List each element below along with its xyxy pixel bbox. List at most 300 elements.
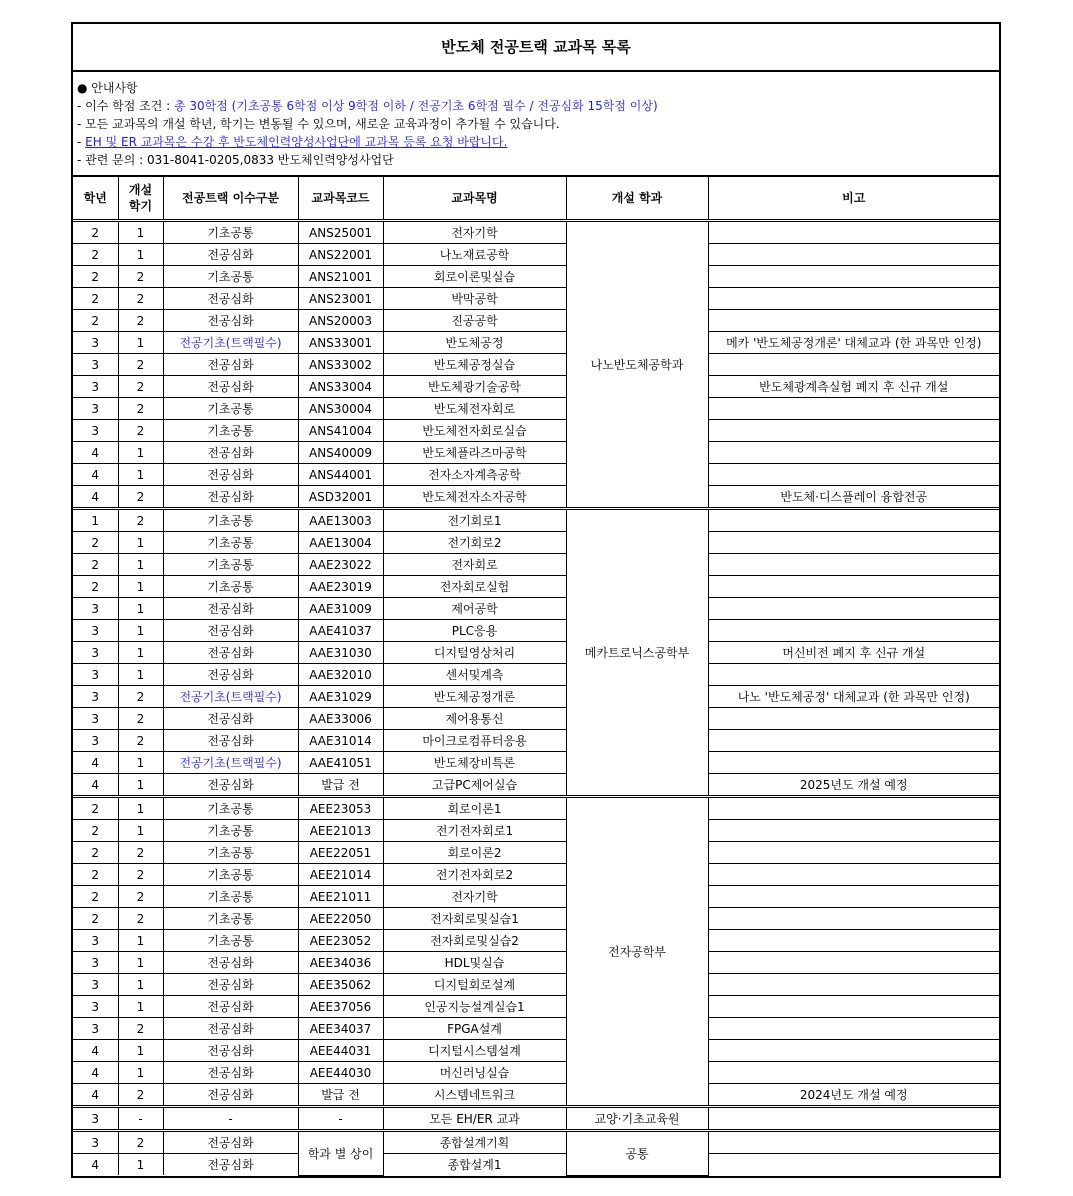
table-row bbox=[73, 952, 999, 974]
cell-year: 3 bbox=[73, 930, 118, 952]
cell-category: 기초공통 bbox=[163, 886, 298, 908]
cell-semester: 2 bbox=[118, 486, 163, 509]
cell-note bbox=[708, 598, 999, 620]
cell-year: 3 bbox=[73, 420, 118, 442]
cell-category: 기초공통 bbox=[163, 864, 298, 886]
cell-note bbox=[708, 842, 999, 864]
cell-category: 전공기초(트랙필수) bbox=[163, 686, 298, 708]
cell-course-name: 전자회로및실습2 bbox=[383, 930, 566, 952]
cell-note: 2025년도 개설 예정 bbox=[708, 774, 999, 797]
cell-code: 학과 별 상이 bbox=[298, 1131, 383, 1176]
cell-category: 전공심화 bbox=[163, 598, 298, 620]
table-header-row bbox=[73, 177, 999, 221]
cell-semester: 2 bbox=[118, 376, 163, 398]
cell-course-name: 센서및계측 bbox=[383, 664, 566, 686]
cell-year: 2 bbox=[73, 886, 118, 908]
cell-category: 기초공통 bbox=[163, 509, 298, 532]
cell-semester: - bbox=[118, 1107, 163, 1131]
cell-course-name: 회로이론1 bbox=[383, 797, 566, 820]
table-row bbox=[73, 1154, 999, 1176]
cell-year: 2 bbox=[73, 266, 118, 288]
cell-code: ANS25001 bbox=[298, 221, 383, 244]
table-row bbox=[73, 376, 999, 398]
cell-code: ANS33004 bbox=[298, 376, 383, 398]
cell-course-name: 반도체광기술공학 bbox=[383, 376, 566, 398]
notice-change-warning: - 모든 교과목의 개설 학년, 학기는 변동될 수 있으며, 새로운 교육과정이 추가될 수 있습니다. bbox=[77, 117, 560, 131]
cell-year: 2 bbox=[73, 310, 118, 332]
cell-note bbox=[708, 1040, 999, 1062]
cell-course-name: 전자소자계측공학 bbox=[383, 464, 566, 486]
cell-note bbox=[708, 266, 999, 288]
cell-semester: 2 bbox=[118, 288, 163, 310]
cell-semester: 1 bbox=[118, 332, 163, 354]
table-row bbox=[73, 797, 999, 820]
cell-year: 2 bbox=[73, 221, 118, 244]
cell-semester: 1 bbox=[118, 244, 163, 266]
cell-code: AEE21014 bbox=[298, 864, 383, 886]
cell-note bbox=[708, 620, 999, 642]
cell-course-name: HDL및실습 bbox=[383, 952, 566, 974]
cell-note bbox=[708, 509, 999, 532]
cell-code: AEE44031 bbox=[298, 1040, 383, 1062]
header-semester: 개설 학기 bbox=[118, 177, 163, 221]
cell-code: AEE44030 bbox=[298, 1062, 383, 1084]
cell-semester: 2 bbox=[118, 420, 163, 442]
page-title: 반도체 전공트랙 교과목 목록 bbox=[73, 24, 999, 72]
cell-category: 전공심화 bbox=[163, 486, 298, 509]
cell-category: - bbox=[163, 1107, 298, 1131]
cell-course-name: 제어공학 bbox=[383, 598, 566, 620]
table-row bbox=[73, 1062, 999, 1084]
cell-semester: 1 bbox=[118, 598, 163, 620]
cell-year: 3 bbox=[73, 708, 118, 730]
cell-note bbox=[708, 752, 999, 774]
cell-semester: 1 bbox=[118, 952, 163, 974]
cell-dept: 메카트로닉스공학부 bbox=[566, 509, 708, 797]
table-row bbox=[73, 820, 999, 842]
cell-course-name: 전기회로2 bbox=[383, 532, 566, 554]
cell-code: AEE23052 bbox=[298, 930, 383, 952]
cell-year: 4 bbox=[73, 486, 118, 509]
cell-semester: 1 bbox=[118, 620, 163, 642]
cell-year: 2 bbox=[73, 244, 118, 266]
cell-category: 전공심화 bbox=[163, 1154, 298, 1176]
cell-category: 전공심화 bbox=[163, 730, 298, 752]
table-row bbox=[73, 864, 999, 886]
cell-code: ANS30004 bbox=[298, 398, 383, 420]
cell-semester: 2 bbox=[118, 842, 163, 864]
cell-dept: 전자공학부 bbox=[566, 797, 708, 1107]
cell-course-name: 종합설계기획 bbox=[383, 1131, 566, 1154]
cell-course-name: 나노재료공학 bbox=[383, 244, 566, 266]
cell-note bbox=[708, 464, 999, 486]
cell-course-name: 디지털시스템설계 bbox=[383, 1040, 566, 1062]
cell-code: AAE31030 bbox=[298, 642, 383, 664]
cell-course-name: 반도체전자소자공학 bbox=[383, 486, 566, 509]
cell-course-name: 전자회로및실습1 bbox=[383, 908, 566, 930]
cell-semester: 2 bbox=[118, 886, 163, 908]
cell-year: 2 bbox=[73, 908, 118, 930]
cell-code: AEE23053 bbox=[298, 797, 383, 820]
cell-code: ANS23001 bbox=[298, 288, 383, 310]
table-row bbox=[73, 1084, 999, 1107]
table-row bbox=[73, 576, 999, 598]
cell-category: 전공심화 bbox=[163, 310, 298, 332]
table-row bbox=[73, 730, 999, 752]
cell-note bbox=[708, 930, 999, 952]
cell-dept: 나노반도체공학과 bbox=[566, 221, 708, 509]
cell-note bbox=[708, 1018, 999, 1040]
cell-code: AEE34036 bbox=[298, 952, 383, 974]
cell-year: 3 bbox=[73, 996, 118, 1018]
cell-note bbox=[708, 820, 999, 842]
cell-course-name: 전기전자회로2 bbox=[383, 864, 566, 886]
cell-code: AAE41051 bbox=[298, 752, 383, 774]
cell-semester: 1 bbox=[118, 974, 163, 996]
cell-note bbox=[708, 442, 999, 464]
cell-semester: 1 bbox=[118, 820, 163, 842]
cell-code: AEE22050 bbox=[298, 908, 383, 930]
cell-category: 기초공통 bbox=[163, 842, 298, 864]
table-row bbox=[73, 354, 999, 376]
cell-note bbox=[708, 398, 999, 420]
cell-course-name: 디지털영상처리 bbox=[383, 642, 566, 664]
cell-category: 전공심화 bbox=[163, 288, 298, 310]
cell-code: AEE34037 bbox=[298, 1018, 383, 1040]
cell-category: 전공심화 bbox=[163, 442, 298, 464]
cell-note bbox=[708, 730, 999, 752]
table-row bbox=[73, 1131, 999, 1154]
cell-year: 3 bbox=[73, 354, 118, 376]
cell-category: 전공심화 bbox=[163, 1040, 298, 1062]
cell-year: 3 bbox=[73, 1131, 118, 1154]
cell-course-name: 전자기학 bbox=[383, 886, 566, 908]
cell-course-name: 회로이론2 bbox=[383, 842, 566, 864]
cell-course-name: 진공공학 bbox=[383, 310, 566, 332]
cell-year: 3 bbox=[73, 686, 118, 708]
cell-code: ANS33001 bbox=[298, 332, 383, 354]
cell-semester: 2 bbox=[118, 708, 163, 730]
cell-semester: 1 bbox=[118, 1154, 163, 1176]
cell-year: 4 bbox=[73, 442, 118, 464]
header-dept: 개설 학과 bbox=[566, 177, 708, 221]
cell-course-name: 모든 EH/ER 교과 bbox=[383, 1107, 566, 1131]
cell-category: 전공심화 bbox=[163, 1131, 298, 1154]
cell-course-name: 반도체전자회로실습 bbox=[383, 420, 566, 442]
cell-course-name: 마이크로컴퓨터응용 bbox=[383, 730, 566, 752]
table-row bbox=[73, 1018, 999, 1040]
cell-course-name: 전자회로 bbox=[383, 554, 566, 576]
cell-year: 3 bbox=[73, 1018, 118, 1040]
cell-code: AEE21013 bbox=[298, 820, 383, 842]
cell-year: 2 bbox=[73, 820, 118, 842]
cell-code: 발급 전 bbox=[298, 1084, 383, 1107]
cell-course-name: 인공지능설계실습1 bbox=[383, 996, 566, 1018]
cell-category: 기초공통 bbox=[163, 420, 298, 442]
table-row bbox=[73, 310, 999, 332]
cell-semester: 1 bbox=[118, 532, 163, 554]
cell-note: 2024년도 개설 예정 bbox=[708, 1084, 999, 1107]
cell-category: 전공심화 bbox=[163, 774, 298, 797]
cell-note bbox=[708, 886, 999, 908]
cell-semester: 1 bbox=[118, 664, 163, 686]
cell-year: 3 bbox=[73, 974, 118, 996]
cell-course-name: FPGA설계 bbox=[383, 1018, 566, 1040]
cell-category: 전공심화 bbox=[163, 620, 298, 642]
cell-category: 전공심화 bbox=[163, 974, 298, 996]
cell-category: 전공심화 bbox=[163, 642, 298, 664]
table-row bbox=[73, 442, 999, 464]
cell-category: 기초공통 bbox=[163, 908, 298, 930]
cell-code: ANS33002 bbox=[298, 354, 383, 376]
cell-code: ANS21001 bbox=[298, 266, 383, 288]
cell-category: 기초공통 bbox=[163, 930, 298, 952]
notice-registration: - EH 및 ER 교과목은 수강 후 반도체인력양성사업단에 교과목 등록 요청 바랍니다. bbox=[77, 135, 508, 149]
cell-code: AAE31014 bbox=[298, 730, 383, 752]
cell-note bbox=[708, 996, 999, 1018]
table-row bbox=[73, 1040, 999, 1062]
cell-semester: 2 bbox=[118, 1131, 163, 1154]
cell-code: ANS41004 bbox=[298, 420, 383, 442]
cell-year: 4 bbox=[73, 1084, 118, 1107]
cell-note bbox=[708, 354, 999, 376]
cell-year: 3 bbox=[73, 398, 118, 420]
cell-semester: 1 bbox=[118, 1040, 163, 1062]
cell-course-name: 박막공학 bbox=[383, 288, 566, 310]
cell-code: AAE13004 bbox=[298, 532, 383, 554]
table-row bbox=[73, 332, 999, 354]
cell-year: 4 bbox=[73, 1040, 118, 1062]
cell-semester: 1 bbox=[118, 554, 163, 576]
cell-semester: 1 bbox=[118, 797, 163, 820]
cell-semester: 1 bbox=[118, 576, 163, 598]
cell-note bbox=[708, 1154, 999, 1176]
cell-semester: 2 bbox=[118, 1084, 163, 1107]
cell-category: 전공심화 bbox=[163, 664, 298, 686]
cell-year: 4 bbox=[73, 752, 118, 774]
cell-dept: 교양·기초교육원 bbox=[566, 1107, 708, 1131]
cell-semester: 2 bbox=[118, 1018, 163, 1040]
cell-semester: 1 bbox=[118, 752, 163, 774]
cell-year: 1 bbox=[73, 509, 118, 532]
cell-category: 전공기초(트랙필수) bbox=[163, 332, 298, 354]
cell-semester: 2 bbox=[118, 354, 163, 376]
cell-category: 기초공통 bbox=[163, 820, 298, 842]
cell-code: ASD32001 bbox=[298, 486, 383, 509]
cell-year: 3 bbox=[73, 952, 118, 974]
header-code: 교과목코드 bbox=[298, 177, 383, 221]
table-row bbox=[73, 686, 999, 708]
cell-semester: 1 bbox=[118, 930, 163, 952]
cell-note bbox=[708, 952, 999, 974]
cell-semester: 2 bbox=[118, 730, 163, 752]
cell-semester: 2 bbox=[118, 864, 163, 886]
table-row bbox=[73, 842, 999, 864]
cell-year: 4 bbox=[73, 464, 118, 486]
cell-category: 기초공통 bbox=[163, 398, 298, 420]
table-row bbox=[73, 752, 999, 774]
registration-link[interactable]: EH 및 ER 교과목은 수강 후 반도체인력양성사업단에 교과목 등록 요청 바랍니다. bbox=[85, 135, 508, 149]
header-note: 비고 bbox=[708, 177, 999, 221]
cell-course-name: 반도체공정개론 bbox=[383, 686, 566, 708]
cell-semester: 1 bbox=[118, 996, 163, 1018]
table-row bbox=[73, 221, 999, 244]
cell-semester: 1 bbox=[118, 642, 163, 664]
cell-year: 3 bbox=[73, 332, 118, 354]
course-list-document bbox=[71, 22, 1001, 1178]
cell-course-name: PLC응용 bbox=[383, 620, 566, 642]
cell-code: ANS22001 bbox=[298, 244, 383, 266]
cell-category: 전공심화 bbox=[163, 354, 298, 376]
cell-course-name: 시스템네트워크 bbox=[383, 1084, 566, 1107]
cell-year: 3 bbox=[73, 642, 118, 664]
cell-note bbox=[708, 576, 999, 598]
cell-category: 전공심화 bbox=[163, 464, 298, 486]
cell-course-name: 반도체공정 bbox=[383, 332, 566, 354]
table-row bbox=[73, 244, 999, 266]
table-row bbox=[73, 288, 999, 310]
table-row bbox=[73, 620, 999, 642]
cell-code: AAE32010 bbox=[298, 664, 383, 686]
cell-category: 기초공통 bbox=[163, 266, 298, 288]
table-row bbox=[73, 642, 999, 664]
cell-note bbox=[708, 554, 999, 576]
cell-course-name: 고급PC제어실습 bbox=[383, 774, 566, 797]
cell-course-name: 머신러닝실습 bbox=[383, 1062, 566, 1084]
cell-semester: 2 bbox=[118, 398, 163, 420]
cell-semester: 1 bbox=[118, 1062, 163, 1084]
cell-course-name: 디지털회로설계 bbox=[383, 974, 566, 996]
cell-semester: 2 bbox=[118, 509, 163, 532]
cell-code: ANS44001 bbox=[298, 464, 383, 486]
table-row bbox=[73, 908, 999, 930]
cell-code: AEE22051 bbox=[298, 842, 383, 864]
cell-note: 반도체·디스플레이 융합전공 bbox=[708, 486, 999, 509]
cell-category: 기초공통 bbox=[163, 797, 298, 820]
cell-semester: 2 bbox=[118, 266, 163, 288]
cell-note bbox=[708, 974, 999, 996]
cell-category: 전공심화 bbox=[163, 708, 298, 730]
cell-code: ANS20003 bbox=[298, 310, 383, 332]
cell-year: 4 bbox=[73, 774, 118, 797]
table-row bbox=[73, 398, 999, 420]
cell-code: ANS40009 bbox=[298, 442, 383, 464]
cell-year: 2 bbox=[73, 554, 118, 576]
cell-code: AAE41037 bbox=[298, 620, 383, 642]
table-row bbox=[73, 886, 999, 908]
cell-note bbox=[708, 221, 999, 244]
cell-note: 메카 '반도체공정개론' 대체교과 (한 과목만 인정) bbox=[708, 332, 999, 354]
cell-course-name: 전기회로1 bbox=[383, 509, 566, 532]
table-row bbox=[73, 774, 999, 797]
notice-contact: - 관련 문의 : 031-8041-0205,0833 반도체인력양성사업단 bbox=[77, 153, 394, 167]
cell-course-name: 회로이론및실습 bbox=[383, 266, 566, 288]
cell-code: AAE23022 bbox=[298, 554, 383, 576]
cell-note bbox=[708, 797, 999, 820]
cell-note bbox=[708, 532, 999, 554]
cell-course-name: 제어용통신 bbox=[383, 708, 566, 730]
header-year: 학년 bbox=[73, 177, 118, 221]
cell-year: 3 bbox=[73, 730, 118, 752]
cell-course-name: 반도체장비특론 bbox=[383, 752, 566, 774]
cell-year: 2 bbox=[73, 864, 118, 886]
table-row bbox=[73, 266, 999, 288]
cell-course-name: 반도체플라즈마공학 bbox=[383, 442, 566, 464]
cell-semester: 1 bbox=[118, 774, 163, 797]
table-row bbox=[73, 974, 999, 996]
credit-condition-text: 총 30학점 (기초공통 6학점 이상 9학점 이하 / 전공기초 6학점 필수 / 전공심화 15학점 이상) bbox=[174, 99, 658, 113]
cell-year: 2 bbox=[73, 288, 118, 310]
cell-note bbox=[708, 1107, 999, 1131]
cell-category: 전공심화 bbox=[163, 1084, 298, 1107]
cell-category: 전공심화 bbox=[163, 996, 298, 1018]
cell-course-name: 전기전자회로1 bbox=[383, 820, 566, 842]
cell-code: AEE37056 bbox=[298, 996, 383, 1018]
table-row bbox=[73, 708, 999, 730]
cell-year: 3 bbox=[73, 620, 118, 642]
cell-note bbox=[708, 1062, 999, 1084]
cell-semester: 2 bbox=[118, 686, 163, 708]
cell-category: 기초공통 bbox=[163, 532, 298, 554]
cell-course-name: 전자회로실험 bbox=[383, 576, 566, 598]
cell-code: AAE13003 bbox=[298, 509, 383, 532]
cell-note bbox=[708, 908, 999, 930]
cell-category: 전공심화 bbox=[163, 952, 298, 974]
cell-note: 머신비전 폐지 후 신규 개설 bbox=[708, 642, 999, 664]
cell-category: 전공심화 bbox=[163, 376, 298, 398]
cell-note: 반도체광계측실험 폐지 후 신규 개설 bbox=[708, 376, 999, 398]
cell-note bbox=[708, 1131, 999, 1154]
table-row bbox=[73, 930, 999, 952]
cell-year: 4 bbox=[73, 1062, 118, 1084]
table-body bbox=[73, 221, 999, 1176]
table-row bbox=[73, 996, 999, 1018]
cell-category: 기초공통 bbox=[163, 221, 298, 244]
cell-code: AEE35062 bbox=[298, 974, 383, 996]
cell-category: 전공기초(트랙필수) bbox=[163, 752, 298, 774]
cell-code: AAE33006 bbox=[298, 708, 383, 730]
cell-semester: 2 bbox=[118, 908, 163, 930]
table-row bbox=[73, 420, 999, 442]
table-row bbox=[73, 486, 999, 509]
cell-course-name: 반도체전자회로 bbox=[383, 398, 566, 420]
cell-dept: 공통 bbox=[566, 1131, 708, 1176]
cell-note bbox=[708, 288, 999, 310]
cell-year: 4 bbox=[73, 1154, 118, 1176]
cell-category: 전공심화 bbox=[163, 1062, 298, 1084]
cell-note bbox=[708, 420, 999, 442]
cell-code: AAE31009 bbox=[298, 598, 383, 620]
cell-note bbox=[708, 708, 999, 730]
table-row bbox=[73, 509, 999, 532]
header-category: 전공트랙 이수구분 bbox=[163, 177, 298, 221]
cell-year: 3 bbox=[73, 376, 118, 398]
cell-year: 2 bbox=[73, 797, 118, 820]
cell-course-name: 반도체공정실습 bbox=[383, 354, 566, 376]
table-row bbox=[73, 554, 999, 576]
table-row bbox=[73, 664, 999, 686]
cell-semester: 1 bbox=[118, 221, 163, 244]
cell-category: 전공심화 bbox=[163, 244, 298, 266]
table-row bbox=[73, 598, 999, 620]
notice-credit-condition: - 이수 학점 조건 : 총 30학점 (기초공통 6학점 이상 9학점 이하 / 전공기초 6학점 필수 / 전공심화 15학점 이상) bbox=[77, 99, 658, 113]
cell-year: 3 bbox=[73, 664, 118, 686]
cell-year: 3 bbox=[73, 1107, 118, 1131]
cell-code: AAE23019 bbox=[298, 576, 383, 598]
header-course-name: 교과목명 bbox=[383, 177, 566, 221]
cell-code: - bbox=[298, 1107, 383, 1131]
cell-note bbox=[708, 664, 999, 686]
